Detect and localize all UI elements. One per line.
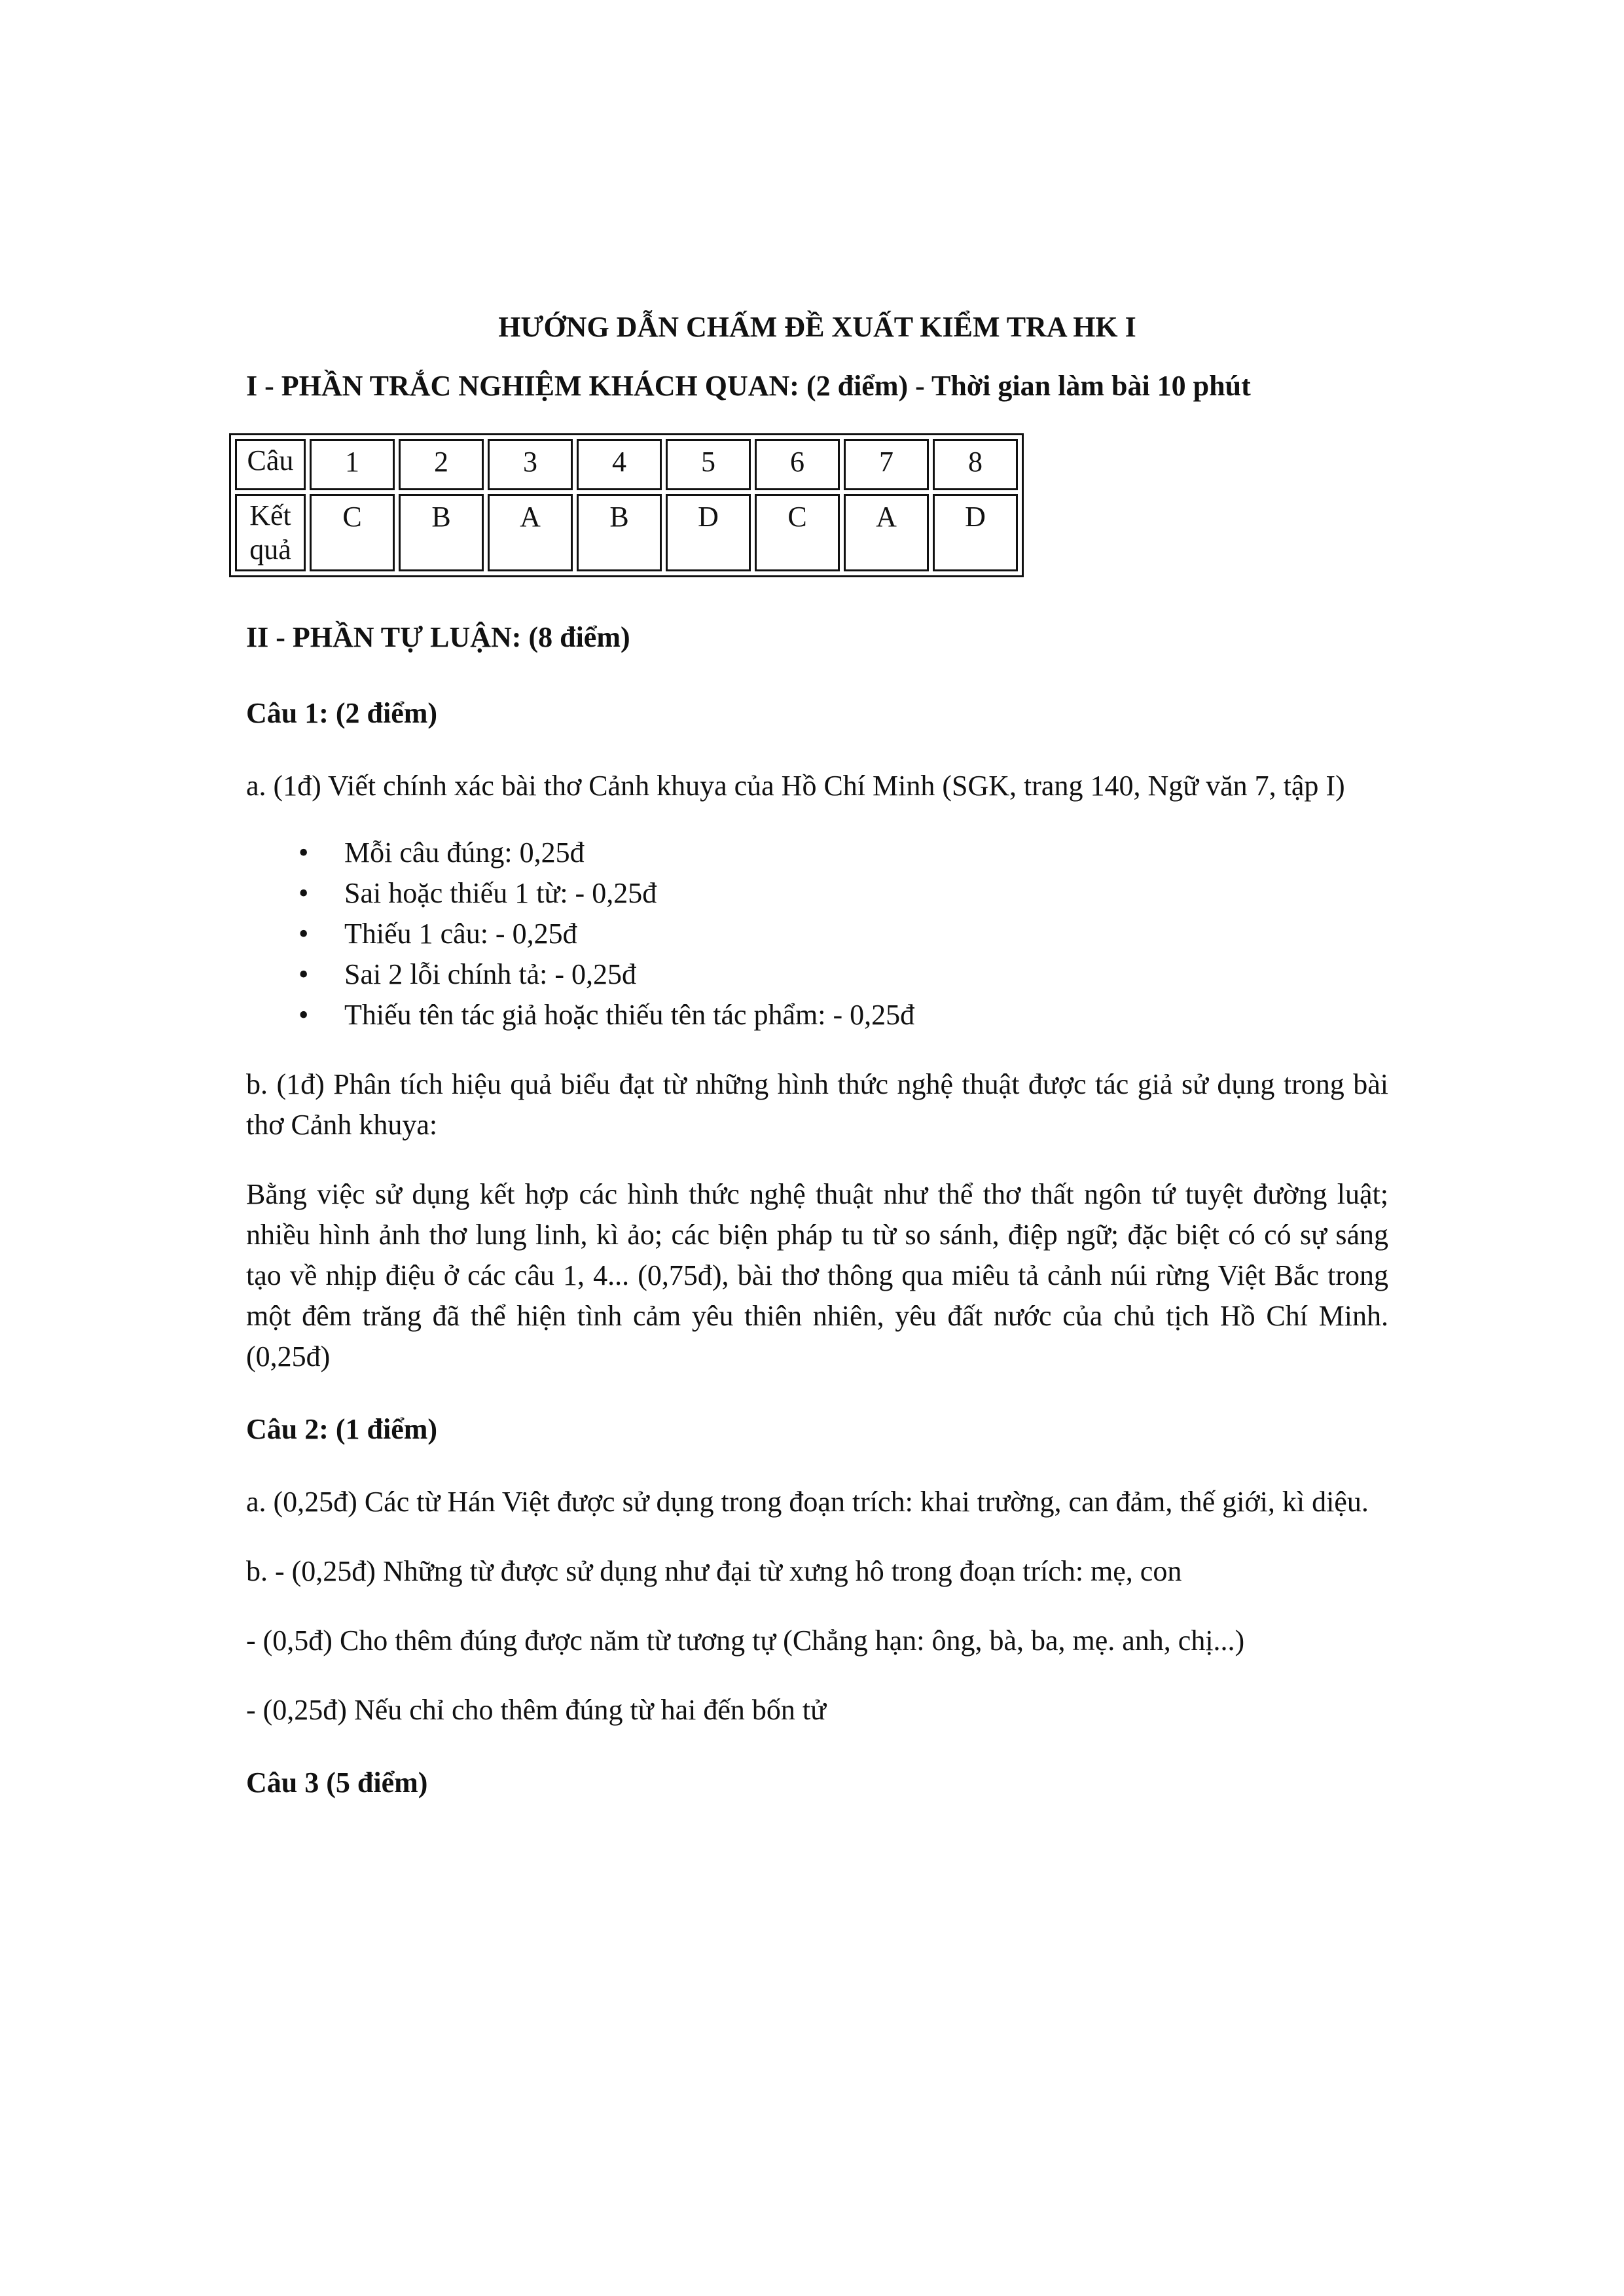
answer-cell: A: [844, 494, 929, 571]
document-title: HƯỚNG DẪN CHẤM ĐỀ XUẤT KIỂM TRA HK I: [498, 311, 1136, 343]
document-content: [246, 308, 1388, 1806]
answer-cell: B: [399, 494, 484, 571]
answer-cell: C: [755, 494, 840, 571]
question3-heading: Câu 3 (5 điểm): [246, 1767, 428, 1799]
list-item: • Mỗi câu đúng: 0,25đ: [344, 833, 1388, 873]
question-number: 8: [933, 439, 1018, 490]
answer-cell: C: [310, 494, 395, 571]
answer-row: [235, 494, 1018, 571]
answer-row-label: Kết quả: [235, 494, 306, 571]
question2-part-b3: - (0,25đ) Nếu chỉ cho thêm đúng từ hai đến bốn tử: [246, 1694, 826, 1726]
bullet-icon: •: [298, 918, 309, 950]
list-item: • Thiếu tên tác giả hoặc thiếu tên tác phẩm: - 0,25đ: [344, 995, 1388, 1035]
answer-key-table: [229, 433, 1024, 577]
question1-part-b: b. (1đ) Phân tích hiệu quả biểu đạt từ những hình thức nghệ thuật được tác giả sử dụng trong bài thơ Cảnh khuya:: [246, 1068, 1388, 1141]
question2-part-b2: - (0,5đ) Cho thêm đúng được năm từ tương tự (Chẳng hạn: ông, bà, ba, mẹ. anh, chị...): [246, 1624, 1245, 1657]
question1-part-a: a. (1đ) Viết chính xác bài thơ Cảnh khuya của Hồ Chí Minh (SGK, trang 140, Ngữ văn 7, tập I): [246, 770, 1345, 802]
question2-part-b1: b. - (0,25đ) Những từ được sử dụng như đại từ xưng hô trong đoạn trích: mẹ, con: [246, 1555, 1182, 1587]
part2-heading: II - PHẦN TỰ LUẬN: (8 điểm): [246, 621, 630, 653]
question-number: 2: [399, 439, 484, 490]
question1-heading: Câu 1: (2 điểm): [246, 697, 438, 729]
answer-cell: D: [933, 494, 1018, 571]
question2-heading: Câu 2: (1 điểm): [246, 1413, 438, 1445]
bullet-icon: •: [298, 958, 309, 990]
part1-heading: I - PHẦN TRẮC NGHIỆM KHÁCH QUAN: (2 điểm) - Thời gian làm bài 10 phút: [246, 370, 1251, 402]
question-number: 5: [666, 439, 751, 490]
question-number: 7: [844, 439, 929, 490]
answer-cell: B: [577, 494, 662, 571]
question-number: 1: [310, 439, 395, 490]
bullet-icon: •: [298, 999, 309, 1031]
question-row-label: Câu: [235, 439, 306, 490]
question2-part-a: a. (0,25đ) Các từ Hán Việt được sử dụng trong đoạn trích: khai trường, can đảm, thế giới, kì diệu.: [246, 1486, 1369, 1518]
question-number: 6: [755, 439, 840, 490]
question-number: 4: [577, 439, 662, 490]
question-number: 3: [488, 439, 573, 490]
answer-cell: D: [666, 494, 751, 571]
question1-part-b-answer: Bằng việc sử dụng kết hợp các hình thức nghệ thuật như thể thơ thất ngôn tứ tuyệt đường luật; nhiều hình ảnh thơ lung linh, kì ảo; các biện pháp tu từ so sánh, điệp ngữ; đặc biệt có có sự sáng tạo về nhịp điệu ở các câu 1, 4... (0,75đ), bài thơ thông qua miêu tả cảnh núi rừng Việt Bắc trong một đêm trăng đã thể hiện tình cảm yêu thiên nhiên, yêu đất nước của chủ tịch Hồ Chí Minh. (0,25đ): [246, 1178, 1388, 1372]
grading-criteria-list: [246, 833, 1388, 1035]
answer-cell: A: [488, 494, 573, 571]
list-item: • Sai hoặc thiếu 1 từ: - 0,25đ: [344, 873, 1388, 914]
list-item: • Thiếu 1 câu: - 0,25đ: [344, 914, 1388, 954]
question-row: [235, 439, 1018, 490]
bullet-icon: •: [298, 836, 309, 869]
bullet-icon: •: [298, 877, 309, 909]
list-item: • Sai 2 lỗi chính tả: - 0,25đ: [344, 954, 1388, 995]
